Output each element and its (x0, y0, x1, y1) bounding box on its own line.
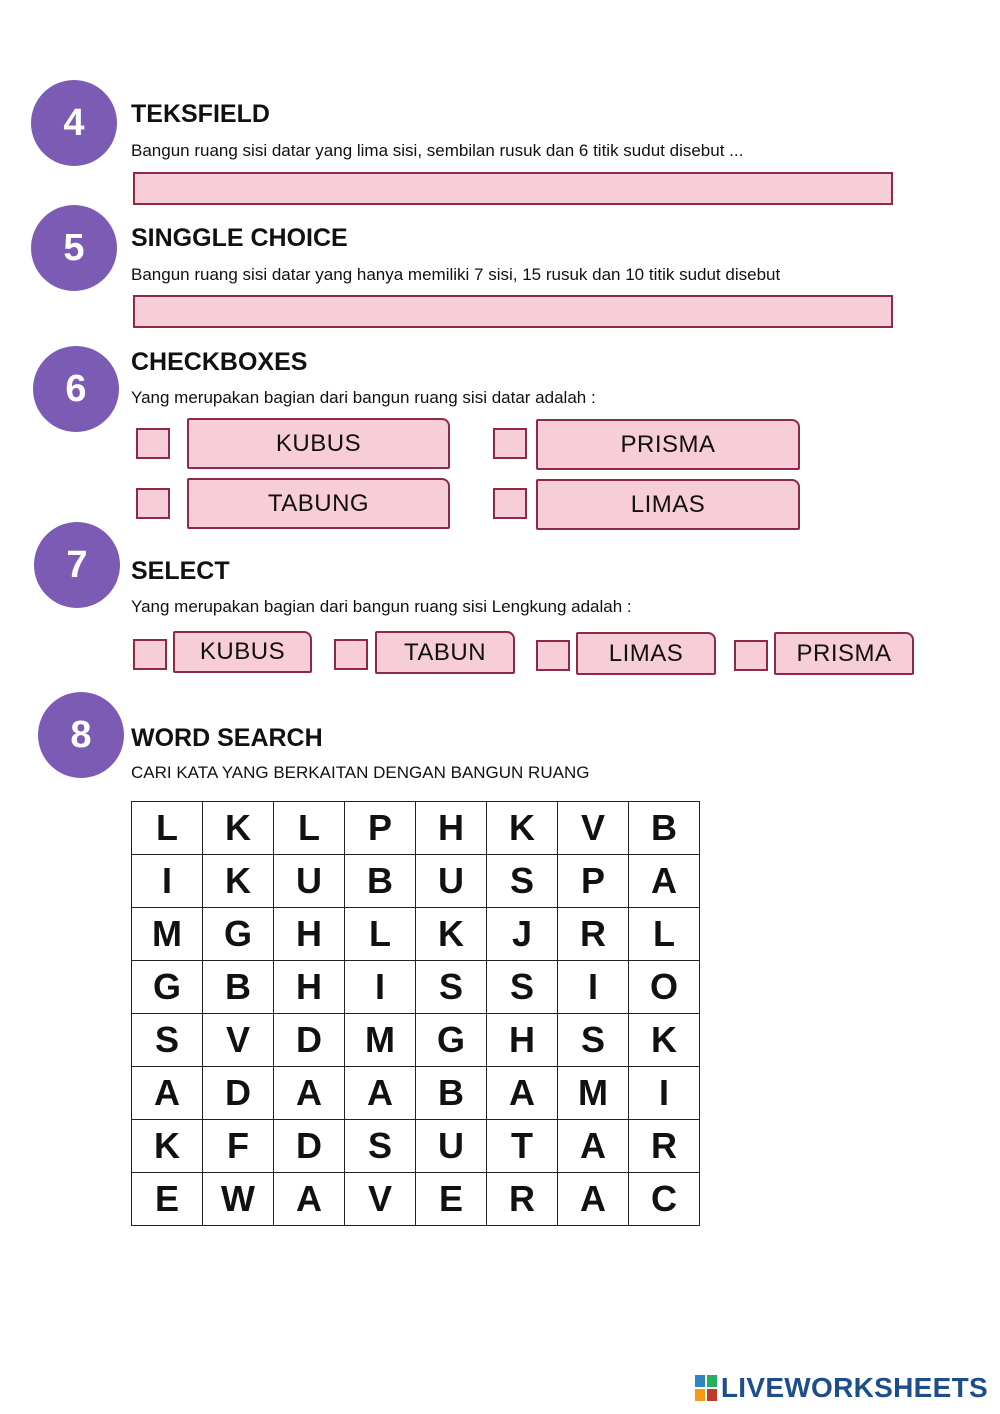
checkbox[interactable] (136, 488, 170, 519)
question-prompt: Bangun ruang sisi datar yang lima sisi, sembilan rusuk dan 6 titik sudut disebut ... (131, 141, 744, 160)
select-checkbox[interactable] (734, 640, 768, 671)
question-number-badge: 5 (31, 205, 117, 291)
grid-cell[interactable]: B (416, 1067, 487, 1120)
grid-row (132, 855, 700, 908)
checkbox[interactable] (136, 428, 170, 459)
grid-cell[interactable]: E (416, 1173, 487, 1226)
grid-cell[interactable]: A (274, 1173, 345, 1226)
answer-textfield[interactable] (133, 172, 893, 205)
grid-cell[interactable]: O (629, 961, 700, 1014)
grid-cell[interactable]: D (274, 1014, 345, 1067)
grid-cell[interactable]: I (629, 1067, 700, 1120)
select-option-tabun[interactable]: TABUN (375, 631, 515, 674)
question-title: SELECT (131, 557, 230, 585)
option-kubus[interactable]: KUBUS (187, 418, 450, 469)
grid-cell[interactable]: L (132, 802, 203, 855)
question-number-badge: 6 (33, 346, 119, 432)
grid-cell[interactable]: R (487, 1173, 558, 1226)
select-checkbox[interactable] (133, 639, 167, 670)
grid-cell[interactable]: E (132, 1173, 203, 1226)
select-checkbox[interactable] (536, 640, 570, 671)
grid-cell[interactable]: A (345, 1067, 416, 1120)
grid-cell[interactable]: A (558, 1173, 629, 1226)
grid-cell[interactable]: V (203, 1014, 274, 1067)
grid-cell[interactable]: G (132, 961, 203, 1014)
option-prisma[interactable]: PRISMA (536, 419, 800, 470)
question-prompt: Yang merupakan bagian dari bangun ruang sisi datar adalah : (131, 388, 596, 407)
grid-row (132, 961, 700, 1014)
grid-cell[interactable]: S (558, 1014, 629, 1067)
answer-textfield[interactable] (133, 295, 893, 328)
grid-cell[interactable]: V (345, 1173, 416, 1226)
grid-cell[interactable]: M (558, 1067, 629, 1120)
grid-cell[interactable]: L (274, 802, 345, 855)
grid-cell[interactable]: K (132, 1120, 203, 1173)
grid-cell[interactable]: A (487, 1067, 558, 1120)
grid-cell[interactable]: I (132, 855, 203, 908)
grid-cell[interactable]: B (203, 961, 274, 1014)
word-search-grid[interactable] (131, 801, 700, 1226)
grid-cell[interactable]: P (345, 802, 416, 855)
grid-cell[interactable]: R (558, 908, 629, 961)
select-option-prisma[interactable]: PRISMA (774, 632, 914, 675)
question-title: WORD SEARCH (131, 724, 323, 752)
grid-cell[interactable]: G (416, 1014, 487, 1067)
grid-cell[interactable]: K (629, 1014, 700, 1067)
question-prompt: Bangun ruang sisi datar yang hanya memiliki 7 sisi, 15 rusuk dan 10 titik sudut disebut (131, 265, 781, 284)
grid-cell[interactable]: H (274, 961, 345, 1014)
grid-cell[interactable]: C (629, 1173, 700, 1226)
grid-cell[interactable]: S (416, 961, 487, 1014)
brand-name: LIVEWORKSHEETS (720, 1372, 988, 1403)
grid-cell[interactable]: L (345, 908, 416, 961)
grid-cell[interactable]: K (487, 802, 558, 855)
grid-cell[interactable]: W (203, 1173, 274, 1226)
question-prompt: CARI KATA YANG BERKAITAN DENGAN BANGUN RUANG (131, 763, 590, 782)
grid-cell[interactable]: T (487, 1120, 558, 1173)
grid-cell[interactable]: L (629, 908, 700, 961)
option-limas[interactable]: LIMAS (536, 479, 800, 530)
grid-cell[interactable]: H (274, 908, 345, 961)
select-option-limas[interactable]: LIMAS (576, 632, 716, 675)
grid-cell[interactable]: M (132, 908, 203, 961)
grid-cell[interactable]: A (274, 1067, 345, 1120)
liveworksheets-brand (695, 1372, 988, 1404)
grid-cell[interactable]: A (558, 1120, 629, 1173)
grid-row (132, 1067, 700, 1120)
grid-row (132, 1014, 700, 1067)
grid-cell[interactable]: I (558, 961, 629, 1014)
grid-cell[interactable]: A (132, 1067, 203, 1120)
grid-cell[interactable]: D (203, 1067, 274, 1120)
question-number-badge: 8 (38, 692, 124, 778)
grid-cell[interactable]: U (274, 855, 345, 908)
checkbox[interactable] (493, 428, 527, 459)
grid-cell[interactable]: U (416, 1120, 487, 1173)
grid-row (132, 1120, 700, 1173)
grid-cell[interactable]: U (416, 855, 487, 908)
grid-cell[interactable]: V (558, 802, 629, 855)
grid-cell[interactable]: K (203, 802, 274, 855)
grid-cell[interactable]: B (629, 802, 700, 855)
grid-cell[interactable]: H (416, 802, 487, 855)
grid-cell[interactable]: H (487, 1014, 558, 1067)
grid-cell[interactable]: A (629, 855, 700, 908)
question-number-badge: 4 (31, 80, 117, 166)
grid-cell[interactable]: S (487, 961, 558, 1014)
question-prompt: Yang merupakan bagian dari bangun ruang sisi Lengkung adalah : (131, 597, 632, 616)
checkbox[interactable] (493, 488, 527, 519)
select-checkbox[interactable] (334, 639, 368, 670)
grid-cell[interactable]: P (558, 855, 629, 908)
grid-cell[interactable]: B (345, 855, 416, 908)
grid-cell[interactable]: J (487, 908, 558, 961)
liveworksheets-logo-icon (695, 1375, 717, 1401)
option-tabung[interactable]: TABUNG (187, 478, 450, 529)
question-number-badge: 7 (34, 522, 120, 608)
grid-row (132, 802, 700, 855)
grid-cell[interactable]: S (345, 1120, 416, 1173)
grid-cell[interactable]: G (203, 908, 274, 961)
grid-cell[interactable]: M (345, 1014, 416, 1067)
grid-cell[interactable]: D (274, 1120, 345, 1173)
grid-cell[interactable]: F (203, 1120, 274, 1173)
grid-cell[interactable]: S (487, 855, 558, 908)
grid-cell[interactable]: K (416, 908, 487, 961)
select-option-kubus[interactable]: KUBUS (173, 631, 312, 673)
question-title: SINGGLE CHOICE (131, 224, 348, 252)
question-title: TEKSFIELD (131, 100, 270, 128)
grid-cell[interactable]: K (203, 855, 274, 908)
grid-cell[interactable]: S (132, 1014, 203, 1067)
grid-cell[interactable]: I (345, 961, 416, 1014)
grid-row (132, 908, 700, 961)
grid-cell[interactable]: R (629, 1120, 700, 1173)
grid-row (132, 1173, 700, 1226)
question-title: CHECKBOXES (131, 348, 308, 376)
